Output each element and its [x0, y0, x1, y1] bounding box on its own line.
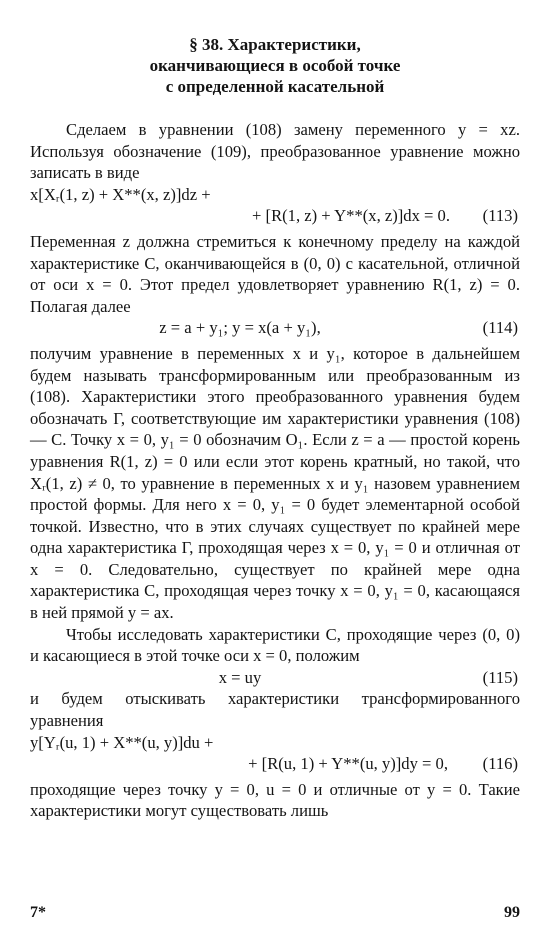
equation-116-number: (116)	[482, 754, 518, 774]
section-heading	[30, 34, 520, 97]
equation-116-line-2-text: + [R(u, 1) + Y**(u, y)]dy = 0,	[248, 754, 448, 774]
equation-115	[30, 667, 520, 689]
book-page	[30, 34, 520, 934]
equation-113-line-2	[30, 205, 520, 227]
page-footer	[30, 904, 520, 926]
heading-line-2: оканчивающиеся в особой точке	[149, 56, 401, 75]
paragraph-6: проходящие через точку y = 0, u = 0 и отличные от y = 0. Такие характеристики могут существовать лишь	[30, 779, 520, 821]
equation-113-line-2-text: + [R(1, z) + Y**(x, z)]dx = 0.	[252, 206, 450, 226]
equation-116-line-2	[30, 753, 520, 775]
equation-114-number: (114)	[482, 318, 518, 338]
paragraph-3: получим уравнение в переменных x и y₁, которое в дальнейшем будем называть трансформированным или преобразованным из (108). Характеристики этого преобразованного уравнения будем обозначать Γ, соответствующие им характеристики уравнения (108) — C. Точку x = 0, y₁ = 0 обозначим O₁. Если z = a — простой корень уравнения R(1, z) = 0 или если этот корень кратный, но такой, что Xᵣ(1, z) ≠ 0, то уравнение в переменных x и y₁ назовем уравнением простой формы. Для него x = 0, y₁ = 0 будет элементарной особой точкой. Известно, что в этих случаях существует по крайней мере одна характеристика Γ, проходящая через x = 0, y₁ = 0 и отличная от x = 0. Следовательно, существует по крайней мере одна характеристика C, проходящая через точку x = 0, y₁ = 0, касающаяся в ней прямой y = ax.	[30, 343, 520, 623]
paragraph-1: Сделаем в уравнении (108) замену переменного y = xz. Используя обозначение (109), преобразованное уравнение можно записать в виде	[30, 120, 520, 183]
equation-115-text: x = uy	[218, 667, 262, 687]
equation-116-line-1-text: y[Yᵣ(u, 1) + X**(u, y)]du +	[30, 732, 214, 752]
paragraph-2: Переменная z должна стремиться к конечному пределу на каждой характеристике C, оканчивающейся в (0, 0) с касательной, отличной от оси x = 0. Этот предел удовлетворяет уравнению R(1, z) = 0. Полагая далее	[30, 231, 520, 316]
equation-115-number: (115)	[482, 667, 518, 687]
equation-114	[30, 317, 520, 339]
page-number: 99	[504, 904, 520, 921]
equation-116-line-1	[30, 732, 520, 754]
signature-mark: 7*	[30, 904, 46, 921]
paragraph-4: Чтобы исследовать характеристики C, проходящие через (0, 0) и касающиеся в этой точке оси x = 0, положим	[30, 624, 520, 666]
equation-113-line-1-text: x[Xᵣ(1, z) + X**(x, z)]dz +	[30, 184, 211, 204]
equation-113-number: (113)	[482, 206, 518, 226]
heading-line-1: § 38. Характеристики,	[189, 35, 361, 54]
equation-113-line-1	[30, 184, 520, 206]
equation-114-text: z = a + y₁; y = x(a + y₁),	[159, 318, 321, 338]
paragraph-5: и будем отыскивать характеристики трансформированного уравнения	[30, 689, 520, 731]
heading-line-3: с определенной касательной	[165, 77, 385, 96]
